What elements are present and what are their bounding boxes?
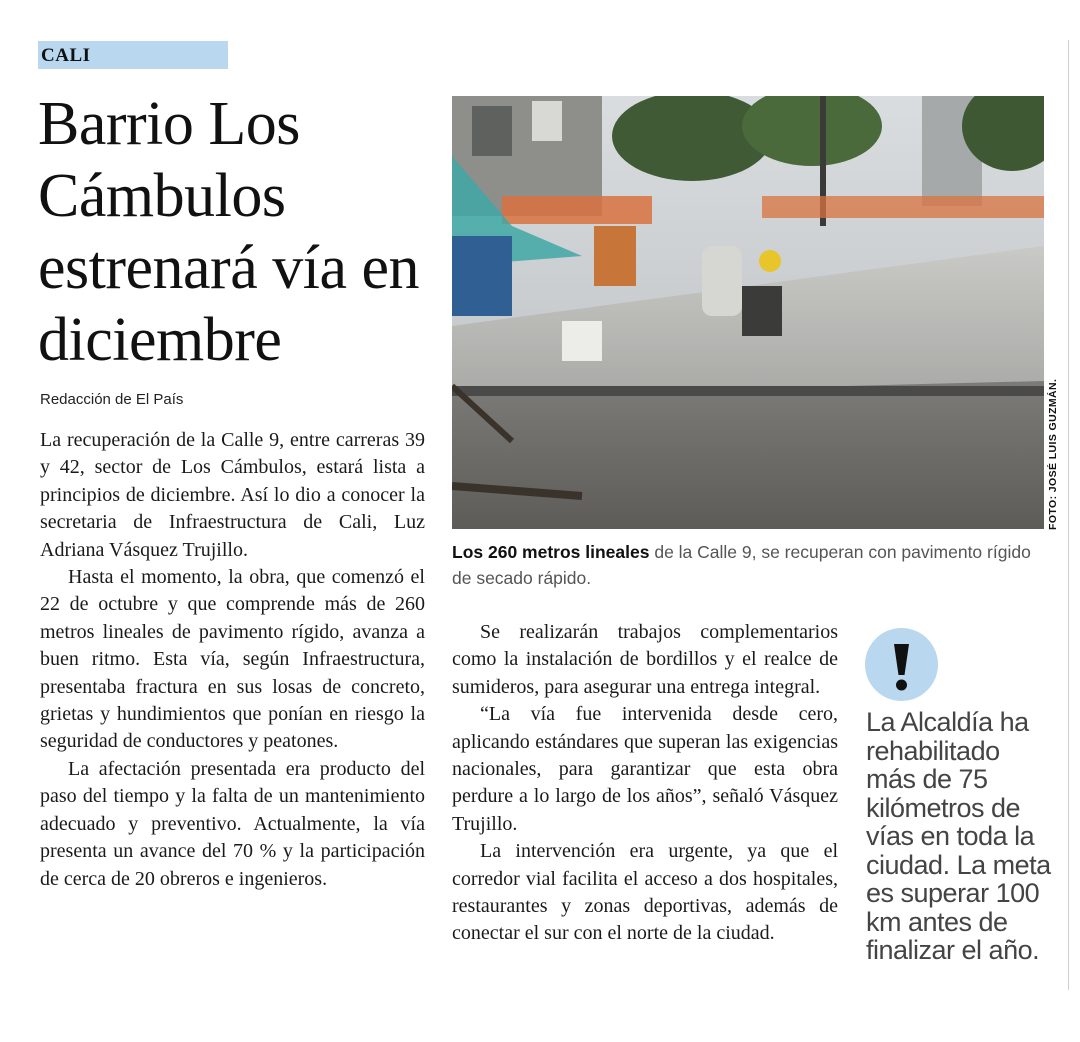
byline: Redacción de El País	[40, 391, 184, 408]
article-photo	[452, 96, 1044, 529]
caption-text: de la Calle 9, se recuperan con pavimento rígido de secado rápido.	[452, 542, 1031, 588]
column-rule	[1068, 40, 1069, 990]
paragraph: Hasta el momento, la obra, que comenzó el 22 de octubre y que comprende más de 260 metros lineales de pavimento rígido, avanza a buen ritmo. Esta vía, según Infraestructura, presentaba fractura en sus losas de concreto, grietas y hundimientos que ponían en riesgo la seguridad de conductores y peatones.	[40, 566, 425, 753]
paragraph: “La vía fue intervenida desde cero, aplicando estándares que superan las exigencias nacionales, para garantizar que esta obra perdure a lo largo de los años”, señaló Vásquez Trujillo.	[452, 703, 838, 835]
photo-caption	[452, 539, 1042, 591]
section-tag: CALI	[38, 41, 228, 69]
body-column-middle	[452, 619, 838, 948]
headline: Barrio Los Cámbulos estrenará vía en diciembre	[38, 90, 419, 374]
road-works-photo-illustration	[452, 96, 1044, 529]
body-column-left	[40, 427, 425, 893]
sidebar-note: La Alcaldía ha rehabilitado más de 75 kilómetros de vías en toda la ciudad. La meta es superar 100 km antes de finalizar el año.	[866, 707, 1051, 965]
paragraph: Se realizarán trabajos complementarios como la instalación de bordillos y el realce de sumideros, para asegurar una entrega integral.	[452, 621, 838, 698]
photo-credit: FOTO: JOSÉ LUIS GUZMÁN.	[1047, 378, 1059, 530]
paragraph: La intervención era urgente, ya que el corredor vial facilita el acceso a dos hospitales, restaurantes y zonas deportivas, además de conectar el sur con el norte de la ciudad.	[452, 840, 838, 945]
caption-lead: Los 260 metros lineales	[452, 542, 650, 562]
paragraph: La recuperación de la Calle 9, entre carreras 39 y 42, sector de Los Cámbulos, estará lista a principios de diciembre. Así lo dio a conocer la secretaria de Infraestructura de Cali, Luz Adriana Vásquez Trujillo.	[40, 429, 425, 561]
paragraph: La afectación presentada era producto del paso del tiempo y la falta de un mantenimiento adecuado y preventivo. Actualmente, la vía presenta un avance del 70 % y la participación de cerca de 20 obreros e ingenieros.	[40, 757, 425, 890]
exclamation-icon	[865, 628, 938, 701]
